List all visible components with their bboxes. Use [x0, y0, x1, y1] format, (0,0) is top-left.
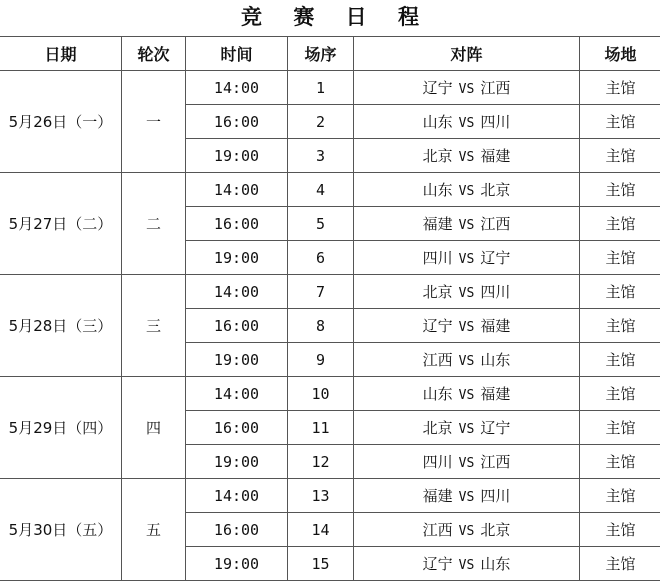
seq-cell: 7 — [288, 275, 354, 309]
seq-cell: 14 — [288, 513, 354, 547]
venue-cell: 主馆 — [580, 547, 660, 581]
match-cell — [354, 207, 580, 241]
away-team: 辽宁 — [480, 419, 510, 437]
home-team: 四川 — [423, 249, 453, 267]
table-row — [0, 173, 660, 207]
away-team: 福建 — [480, 147, 510, 165]
match-cell — [354, 445, 580, 479]
date-cell: 5月28日（三） — [0, 275, 122, 377]
home-team: 四川 — [423, 453, 453, 471]
match-cell — [354, 139, 580, 173]
vs-label: VS — [459, 150, 475, 165]
time-cell: 19:00 — [186, 139, 288, 173]
away-team: 北京 — [480, 521, 510, 539]
date-cell: 5月26日（一） — [0, 71, 122, 173]
vs-label: VS — [459, 184, 475, 199]
home-team: 山东 — [423, 181, 453, 199]
time-cell: 14:00 — [186, 173, 288, 207]
away-team: 四川 — [480, 113, 510, 131]
home-team: 福建 — [423, 215, 453, 233]
away-team: 四川 — [480, 487, 510, 505]
table-row — [0, 479, 660, 513]
time-cell: 14:00 — [186, 71, 288, 105]
away-team: 江西 — [480, 215, 510, 233]
match-cell — [354, 411, 580, 445]
date-cell: 5月30日（五） — [0, 479, 122, 581]
seq-cell: 13 — [288, 479, 354, 513]
vs-label: VS — [459, 82, 475, 97]
away-team: 北京 — [480, 181, 510, 199]
venue-cell: 主馆 — [580, 207, 660, 241]
time-cell: 16:00 — [186, 105, 288, 139]
time-cell: 16:00 — [186, 513, 288, 547]
time-cell: 19:00 — [186, 343, 288, 377]
away-team: 江西 — [480, 453, 510, 471]
home-team: 山东 — [423, 113, 453, 131]
away-team: 山东 — [480, 555, 510, 573]
match-cell — [354, 513, 580, 547]
seq-cell: 4 — [288, 173, 354, 207]
home-team: 北京 — [423, 283, 453, 301]
home-team: 辽宁 — [423, 555, 453, 573]
time-cell: 19:00 — [186, 547, 288, 581]
seq-cell: 5 — [288, 207, 354, 241]
venue-cell: 主馆 — [580, 241, 660, 275]
schedule-table — [0, 36, 660, 581]
header-date: 日期 — [0, 37, 122, 71]
time-cell: 16:00 — [186, 309, 288, 343]
match-cell — [354, 275, 580, 309]
venue-cell: 主馆 — [580, 479, 660, 513]
home-team: 辽宁 — [423, 317, 453, 335]
date-cell: 5月29日（四） — [0, 377, 122, 479]
home-team: 辽宁 — [423, 79, 453, 97]
match-cell — [354, 343, 580, 377]
seq-cell: 15 — [288, 547, 354, 581]
header-time: 时间 — [186, 37, 288, 71]
venue-cell: 主馆 — [580, 71, 660, 105]
away-team: 江西 — [480, 79, 510, 97]
seq-cell: 1 — [288, 71, 354, 105]
home-team: 北京 — [423, 147, 453, 165]
match-cell — [354, 309, 580, 343]
venue-cell: 主馆 — [580, 309, 660, 343]
venue-cell: 主馆 — [580, 139, 660, 173]
table-row — [0, 275, 660, 309]
time-cell: 14:00 — [186, 377, 288, 411]
venue-cell: 主馆 — [580, 445, 660, 479]
time-cell: 16:00 — [186, 207, 288, 241]
header-venue: 场地 — [580, 37, 660, 71]
vs-label: VS — [459, 388, 475, 403]
home-team: 江西 — [423, 351, 453, 369]
round-cell: 五 — [122, 479, 186, 581]
vs-label: VS — [459, 354, 475, 369]
away-team: 福建 — [480, 385, 510, 403]
home-team: 北京 — [423, 419, 453, 437]
header-seq: 场序 — [288, 37, 354, 71]
home-team: 福建 — [423, 487, 453, 505]
header-row — [0, 37, 660, 71]
time-cell: 16:00 — [186, 411, 288, 445]
venue-cell: 主馆 — [580, 377, 660, 411]
table-row — [0, 71, 660, 105]
away-team: 四川 — [480, 283, 510, 301]
vs-label: VS — [459, 456, 475, 471]
seq-cell: 2 — [288, 105, 354, 139]
page-title: 竞 赛 日 程 — [0, 0, 660, 36]
time-cell: 14:00 — [186, 275, 288, 309]
seq-cell: 8 — [288, 309, 354, 343]
match-cell — [354, 479, 580, 513]
venue-cell: 主馆 — [580, 173, 660, 207]
round-cell: 四 — [122, 377, 186, 479]
vs-label: VS — [459, 490, 475, 505]
home-team: 山东 — [423, 385, 453, 403]
away-team: 辽宁 — [480, 249, 510, 267]
vs-label: VS — [459, 218, 475, 233]
vs-label: VS — [459, 524, 475, 539]
match-cell — [354, 105, 580, 139]
match-cell — [354, 71, 580, 105]
seq-cell: 6 — [288, 241, 354, 275]
away-team: 福建 — [480, 317, 510, 335]
seq-cell: 3 — [288, 139, 354, 173]
match-cell — [354, 173, 580, 207]
venue-cell: 主馆 — [580, 105, 660, 139]
venue-cell: 主馆 — [580, 411, 660, 445]
header-round: 轮次 — [122, 37, 186, 71]
round-cell: 三 — [122, 275, 186, 377]
match-cell — [354, 241, 580, 275]
date-cell: 5月27日（二） — [0, 173, 122, 275]
time-cell: 14:00 — [186, 479, 288, 513]
venue-cell: 主馆 — [580, 275, 660, 309]
schedule-body — [0, 71, 660, 581]
header-match: 对阵 — [354, 37, 580, 71]
match-cell — [354, 377, 580, 411]
venue-cell: 主馆 — [580, 343, 660, 377]
table-row — [0, 377, 660, 411]
vs-label: VS — [459, 286, 475, 301]
vs-label: VS — [459, 320, 475, 335]
round-cell: 二 — [122, 173, 186, 275]
seq-cell: 10 — [288, 377, 354, 411]
time-cell: 19:00 — [186, 241, 288, 275]
venue-cell: 主馆 — [580, 513, 660, 547]
seq-cell: 9 — [288, 343, 354, 377]
seq-cell: 11 — [288, 411, 354, 445]
time-cell: 19:00 — [186, 445, 288, 479]
away-team: 山东 — [480, 351, 510, 369]
vs-label: VS — [459, 252, 475, 267]
home-team: 江西 — [423, 521, 453, 539]
match-cell — [354, 547, 580, 581]
round-cell: 一 — [122, 71, 186, 173]
vs-label: VS — [459, 558, 475, 573]
vs-label: VS — [459, 116, 475, 131]
seq-cell: 12 — [288, 445, 354, 479]
vs-label: VS — [459, 422, 475, 437]
